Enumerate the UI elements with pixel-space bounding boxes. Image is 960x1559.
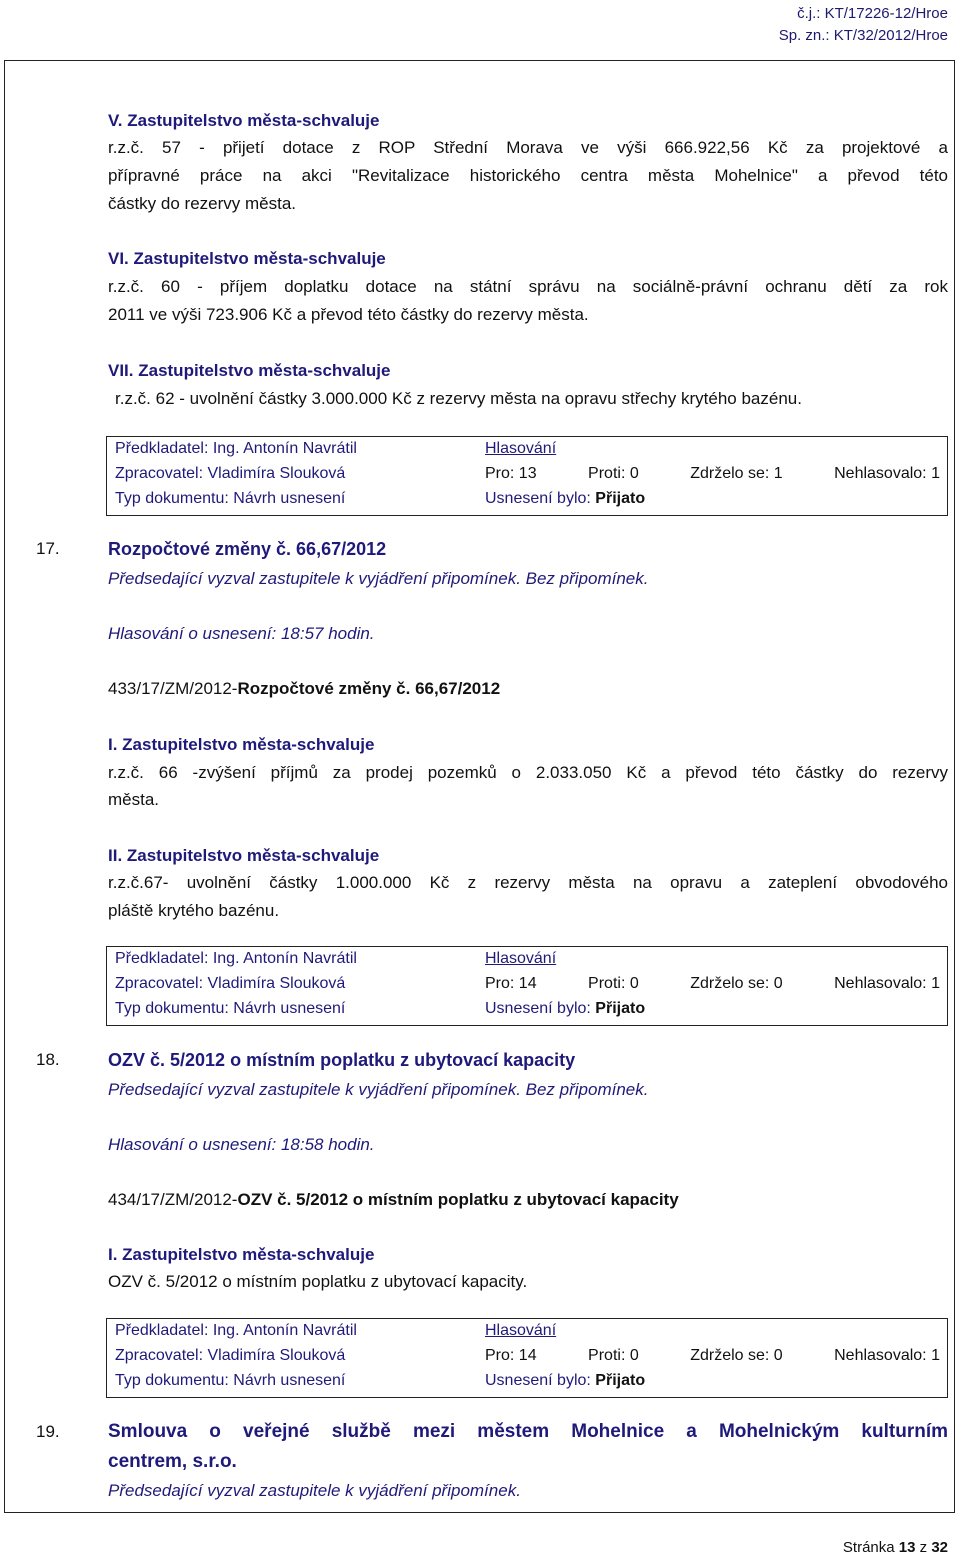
- paragraph-line: r.z.č. 66 -zvýšení příjmů za prodej pozemků o 2.033.050 Kč a převod této částky do rezervy: [108, 763, 948, 782]
- typ-dokumentu: Typ dokumentu: Návrh usnesení: [115, 1000, 346, 1017]
- paragraph-line: částky do rezervy města.: [108, 194, 297, 213]
- vote-pro: Pro: 14: [485, 1347, 537, 1364]
- paragraph-line: r.z.č. 62 - uvolnění částky 3.000.000 Kč z rezervy města na opravu střechy krytého bazénu.: [115, 389, 802, 408]
- vote-counts: [485, 464, 940, 484]
- vote-result-value: Přijato: [595, 1000, 646, 1017]
- resolution-line: [108, 678, 500, 700]
- item-number: 19.: [36, 1422, 60, 1441]
- item-number: 18.: [36, 1050, 60, 1069]
- vote-result-value: Přijato: [595, 1372, 646, 1389]
- vote-counts: [485, 974, 940, 994]
- chair-statement: Předsedající vyzval zastupitele k vyjádření připomínek.: [108, 1481, 521, 1500]
- resolution-title: Rozpočtové změny č. 66,67/2012: [237, 679, 501, 698]
- resolution-number: 433/17/ZM/2012-: [108, 679, 238, 698]
- vote-counts: [485, 1346, 940, 1366]
- item-title: OZV č. 5/2012 o místním poplatku z ubytovací kapacity: [108, 1050, 576, 1070]
- footer-page: 13: [898, 1539, 916, 1556]
- footer-of: z: [919, 1539, 928, 1556]
- vote-nehlasovalo: Nehlasovalo: 1: [834, 975, 940, 992]
- vote-zdrzelo: Zdrželo se: 1: [690, 465, 783, 482]
- vote-pro: Pro: 13: [485, 465, 537, 482]
- vote-result: [485, 489, 940, 509]
- doc-reference-cj: č.j.: KT/17226-12/Hroe: [797, 5, 948, 22]
- typ-dokumentu: Typ dokumentu: Návrh usnesení: [115, 490, 346, 507]
- resolution-title: OZV č. 5/2012 o místním poplatku z ubytovací kapacity: [237, 1190, 679, 1209]
- chair-statement: Předsedající vyzval zastupitele k vyjádření připomínek. Bez připomínek.: [108, 569, 649, 588]
- section-heading: I. Zastupitelstvo města-schvaluje: [108, 1245, 375, 1264]
- paragraph-line: r.z.č. 57 - přijetí dotace z ROP Střední Morava ve výši 666.922,56 Kč za projektové a: [108, 138, 948, 157]
- vote-nehlasovalo: Nehlasovalo: 1: [834, 465, 940, 482]
- vote-box: [106, 436, 948, 516]
- predkladatel: Předkladatel: Ing. Antonín Navrátil: [115, 440, 357, 457]
- page-footer: [843, 1539, 948, 1557]
- doc-reference-spzn: Sp. zn.: KT/32/2012/Hroe: [778, 27, 948, 44]
- zpracovatel: Zpracovatel: Vladimíra Slouková: [115, 975, 346, 992]
- vote-heading: Hlasování: [485, 950, 557, 967]
- section-heading: II. Zastupitelstvo města-schvaluje: [108, 846, 380, 865]
- vote-zdrzelo: Zdrželo se: 0: [690, 975, 783, 992]
- vote-result: [485, 1371, 940, 1391]
- vote-result-label: Usnesení bylo:: [485, 490, 591, 507]
- vote-proti: Proti: 0: [588, 1347, 639, 1364]
- section-heading: I. Zastupitelstvo města-schvaluje: [108, 735, 375, 754]
- paragraph-line: pláště krytého bazénu.: [108, 901, 280, 920]
- vote-box: [106, 946, 948, 1026]
- vote-zdrzelo: Zdrželo se: 0: [690, 1347, 783, 1364]
- resolution-number: 434/17/ZM/2012-: [108, 1190, 238, 1209]
- vote-result-label: Usnesení bylo:: [485, 1372, 591, 1389]
- predkladatel: Předkladatel: Ing. Antonín Navrátil: [115, 950, 357, 967]
- vote-result: [485, 999, 940, 1019]
- footer-total: 32: [931, 1539, 948, 1556]
- section-heading: VII. Zastupitelstvo města-schvaluje: [108, 361, 391, 380]
- vote-pro: Pro: 14: [485, 975, 537, 992]
- paragraph-line: r.z.č.67- uvolnění částky 1.000.000 Kč z rezervy města na opravu a zateplení obvodového: [108, 873, 948, 892]
- typ-dokumentu: Typ dokumentu: Návrh usnesení: [115, 1372, 346, 1389]
- vote-result-value: Přijato: [595, 490, 646, 507]
- vote-time: Hlasování o usnesení: 18:57 hodin.: [108, 624, 375, 643]
- predkladatel: Předkladatel: Ing. Antonín Navrátil: [115, 1322, 357, 1339]
- vote-proti: Proti: 0: [588, 465, 639, 482]
- item-title-continued: centrem, s.r.o.: [108, 1451, 237, 1472]
- paragraph-line: OZV č. 5/2012 o místním poplatku z ubytovací kapacity.: [108, 1272, 528, 1291]
- footer-label: Stránka: [842, 1539, 895, 1556]
- vote-box: [106, 1318, 948, 1398]
- resolution-line: [108, 1189, 679, 1211]
- chair-statement: Předsedající vyzval zastupitele k vyjádření připomínek. Bez připomínek.: [108, 1080, 649, 1099]
- zpracovatel: Zpracovatel: Vladimíra Slouková: [115, 465, 346, 482]
- vote-heading: Hlasování: [485, 440, 557, 457]
- paragraph-line: přípravné práce na akci "Revitalizace historického centra města Mohelnice" a převod této: [108, 166, 948, 185]
- section-heading: VI. Zastupitelstvo města-schvaluje: [108, 249, 386, 268]
- vote-result-label: Usnesení bylo:: [485, 1000, 591, 1017]
- section-heading: V. Zastupitelstvo města-schvaluje: [108, 111, 380, 130]
- item-number: 17.: [36, 539, 60, 558]
- vote-heading: Hlasování: [485, 1322, 557, 1339]
- item-title: Smlouva o veřejné službě mezi městem Mohelnice a Mohelnickým kulturním: [108, 1421, 948, 1442]
- paragraph-line: města.: [108, 790, 160, 809]
- vote-time: Hlasování o usnesení: 18:58 hodin.: [108, 1135, 375, 1154]
- paragraph-line: 2011 ve výši 723.906 Kč a převod této částky do rezervy města.: [108, 305, 589, 324]
- paragraph-line: r.z.č. 60 - příjem doplatku dotace na státní správu na sociálně-právní ochranu dětí za rok: [108, 277, 948, 296]
- vote-nehlasovalo: Nehlasovalo: 1: [834, 1347, 940, 1364]
- vote-proti: Proti: 0: [588, 975, 639, 992]
- zpracovatel: Zpracovatel: Vladimíra Slouková: [115, 1347, 346, 1364]
- item-title: Rozpočtové změny č. 66,67/2012: [108, 539, 387, 559]
